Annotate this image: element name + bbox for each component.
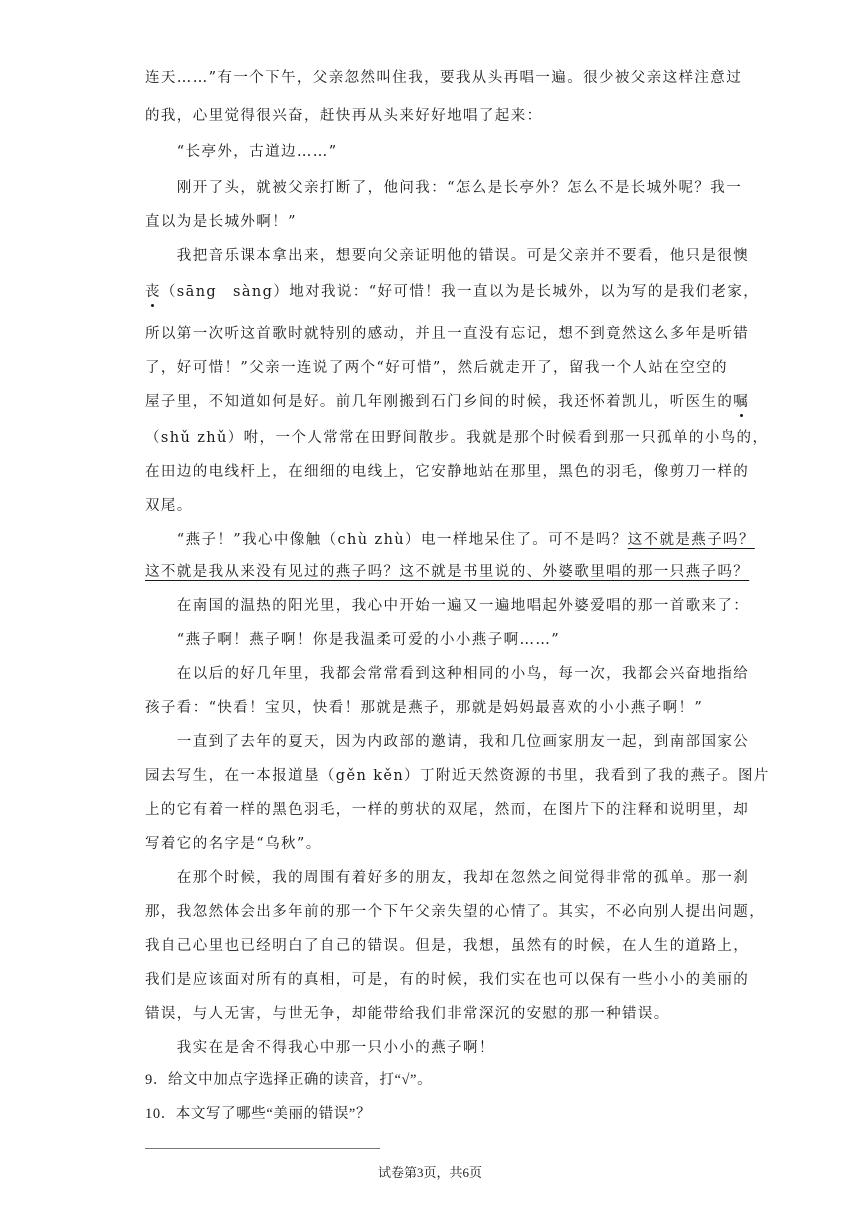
text-line: 在那个时候，我的周围有着好多的朋友，我却在忽然之间觉得非常的孤单。那一刹	[145, 870, 750, 886]
question-9: 9．给文中加点字选择正确的读音，打“√”。	[145, 1072, 433, 1088]
text-line: 我把音乐课本拿出来，想要向父亲证明他的错误。可是父亲并不要看，他只是很懊	[145, 248, 750, 264]
text-line-partly-underlined	[145, 528, 755, 549]
text-line: 了，好可惜！”父亲一连说了两个“好可惜”，然后就走开了，留我一个人站在空空的	[145, 360, 728, 376]
text-line: 我实在是舍不得我心中那一只小小的燕子啊！	[145, 1040, 495, 1056]
text-line: 我自己心里也已经明白了自己的错误。但是，我想，虽然有的时候，在人生的道路上，	[145, 938, 750, 954]
text-line: “长亭外，古道边……”	[145, 144, 338, 160]
page-number: 试卷第3页，共6页	[377, 1165, 482, 1180]
text-line: 园去写生，在一本报道垦（gěn kěn）丁附近天然资源的书里，我看到了我的燕子。图片	[145, 768, 770, 784]
dotted-char-sang: 丧	[145, 284, 161, 300]
text-line: 写着它的名字是“乌秋”。	[145, 836, 322, 852]
text-line: 连天……”有一个下午，父亲忽然叫住我，要我从头再唱一遍。很少被父亲这样注意过	[145, 70, 743, 86]
underlined-sentence: 这不就是我从来没有见过的燕子吗？这不就是书里说的、外婆歌里唱的那一只燕子吗？	[145, 564, 750, 580]
text-line: 的我，心里觉得很兴奋，赶快再从头来好好地唱了起来：	[145, 108, 543, 124]
text-line: 在田边的电线杆上，在细细的电线上，它安静地站在那里，黑色的羽毛，像剪刀一样的	[145, 464, 750, 480]
text-line: 在南国的温热的阳光里，我心中开始一遍又一遍地唱起外婆爱唱的那一首歌来了：	[145, 598, 750, 614]
question-10: 10．本文写了哪些“美丽的错误”？	[145, 1106, 372, 1122]
text-line: “燕子啊！燕子啊！你是我温柔可爱的小小燕子啊……”	[145, 632, 561, 648]
text-line: 直以为是长城外啊！”	[145, 214, 297, 230]
text-line-before: “燕子！”我心中像触（chù zhù）电一样地呆住了。可不是吗？	[145, 532, 628, 548]
text-line: 在以后的好几年里，我都会常常看到这种相同的小鸟，每一次，我都会兴奋地指给	[145, 666, 750, 682]
text-line: 那，我忽然体会出多年前的那一个下午父亲失望的心情了。其实，不必向别人提出问题，	[145, 904, 766, 920]
text-line-with-dotted-char	[145, 390, 750, 411]
text-line-with-dotted-char	[145, 280, 760, 301]
dotted-char-zhu: 嘱	[733, 394, 750, 410]
text-line: 我们是应该面对所有的真相，可是，有的时候，我们实在也可以保有一些小小的美丽的	[145, 972, 750, 988]
text-line-rest: （sāng sàng）地对我说：“好可惜！我一直以为是长城外，以为写的是我们老家，	[160, 284, 760, 300]
text-line: 孩子看：“快看！宝贝，快看！那就是燕子，那就是妈妈最喜欢的小小燕子啊！”	[145, 700, 704, 716]
footer-divider	[145, 1148, 380, 1149]
text-line: 错误，与人无害，与世无争，却能带给我们非常深沉的安慰的那一种错误。	[145, 1006, 670, 1022]
underlined-sentence: 这不就是燕子吗？	[627, 532, 755, 548]
text-line: （shǔ zhǔ）咐，一个人常常在田野间散步。我就是那个时候看到那一只孤单的小鸟的，	[145, 430, 769, 446]
text-line: 所以第一次听这首歌时就特别的感动，并且一直没有忘记，想不到竟然这么多年是听错	[145, 326, 750, 342]
text-line-main: 屋子里，不知道如何是好。前几年刚搬到石门乡间的时候，我还怀着凯儿，听医生的	[145, 394, 734, 410]
text-line: 上的它有着一样的黑色羽毛，一样的剪状的双尾，然而，在图片下的注释和说明里，却	[145, 802, 750, 818]
text-line: 一直到了去年的夏天，因为内政部的邀请，我和几位画家朋友一起，到南部国家公	[145, 734, 750, 750]
text-line: 双尾。	[145, 498, 193, 514]
text-line: 刚开了头，就被父亲打断了，他问我：“怎么是长亭外？怎么不是长城外呢？我一	[145, 180, 743, 196]
